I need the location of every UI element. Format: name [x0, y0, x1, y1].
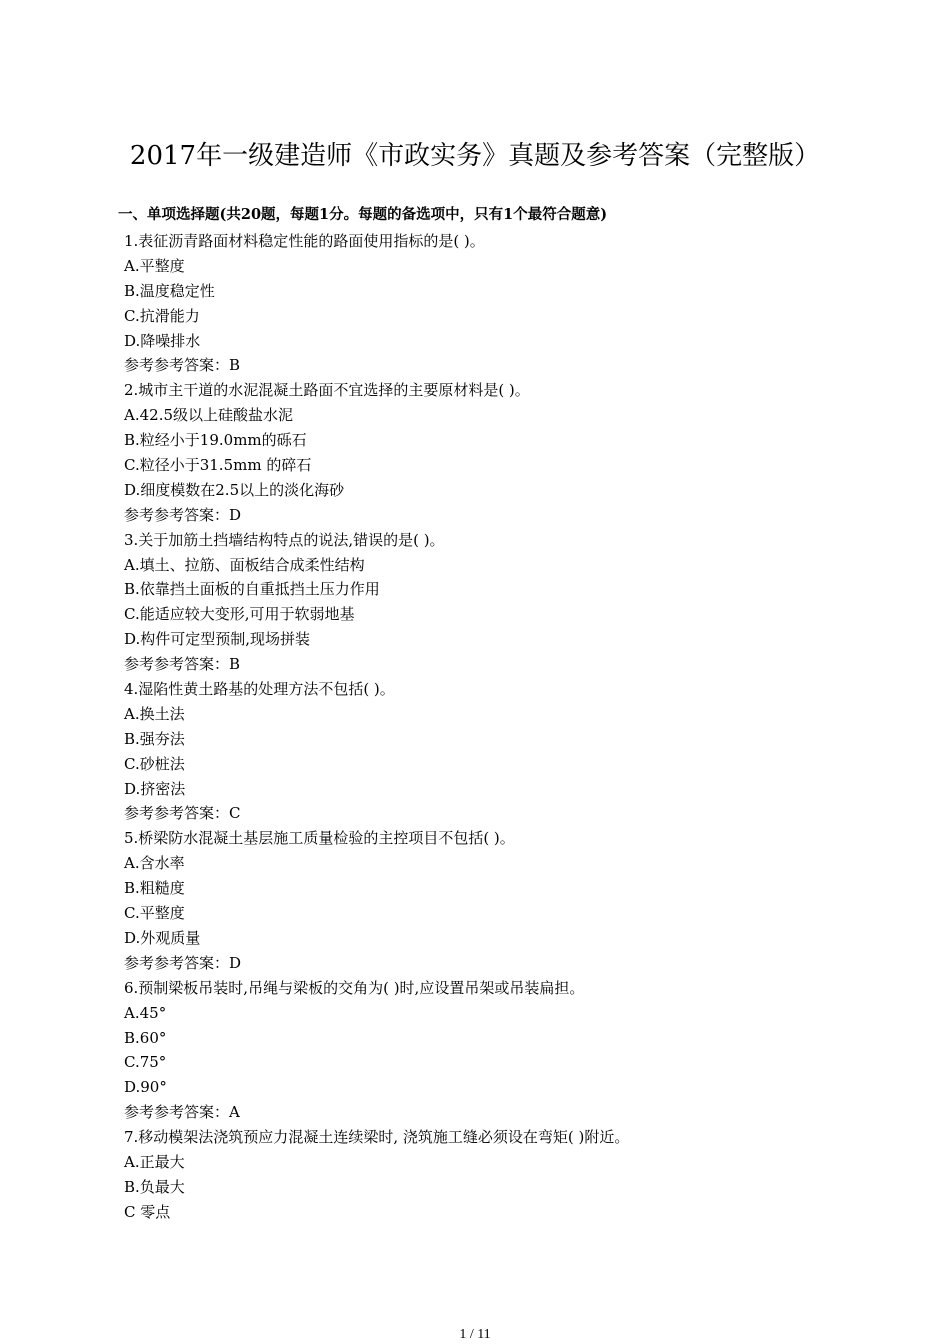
answer: 参考参考答案：B	[124, 655, 241, 674]
option: A.45°	[124, 1003, 167, 1022]
option: A.42.5级以上硅酸盐水泥	[124, 406, 293, 425]
option: C 零点	[124, 1202, 171, 1221]
question-stem: 7.移动模架法浇筑预应力混凝土连续梁时, 浇筑施工缝必须设在弯矩( )附近。	[124, 1128, 630, 1147]
option: B.温度稳定性	[124, 281, 215, 300]
option: A.正最大	[124, 1152, 185, 1171]
question-stem: 6.预制梁板吊装时,吊绳与梁板的交角为( )时,应设置吊架或吊装扁担。	[124, 978, 585, 997]
option: D.构件可定型预制,现场拼装	[124, 630, 311, 649]
option: A.含水率	[124, 854, 185, 873]
option: D.挤密法	[124, 779, 186, 798]
option: A.平整度	[124, 256, 185, 275]
question-stem: 1.表征沥青路面材料稳定性能的路面使用指标的是( )。	[124, 232, 485, 250]
option: B.60°	[124, 1028, 167, 1047]
option: C.抗滑能力	[124, 306, 200, 325]
option: B.依靠挡土面板的自重抵挡土压力作用	[124, 580, 380, 599]
answer: 参考参考答案：D	[124, 953, 242, 972]
option: D.细度模数在2.5以上的淡化海砂	[124, 480, 345, 499]
option: D.外观质量	[124, 928, 201, 947]
question-stem: 5.桥梁防水混凝土基层施工质量检验的主控项目不包括( )。	[124, 829, 515, 848]
option: B.粗糙度	[124, 879, 185, 898]
answer: 参考参考答案：C	[124, 804, 241, 823]
question-list	[124, 229, 904, 1225]
question-stem: 2.城市主干道的水泥混凝土路面不宜选择的主要原材料是( )。	[124, 381, 530, 400]
option: A.换土法	[124, 704, 185, 723]
option: B.粒经小于19.0mm的砾石	[124, 431, 307, 450]
option: A.填土、拉筋、面板结合成柔性结构	[124, 555, 365, 574]
document-title: 2017年一级建造师《市政实务》真题及参考答案（完整版）	[129, 141, 821, 171]
question-stem: 3.关于加筋土挡墙结构特点的说法,错误的是( )。	[124, 530, 445, 549]
section-heading: 一、单项选择题(共20题，每题1分。每题的备选项中，只有1个最符合题意)	[118, 206, 608, 223]
question-stem: 4.湿陷性黄土路基的处理方法不包括( )。	[124, 680, 395, 699]
answer: 参考参考答案：B	[124, 356, 241, 375]
option: C.平整度	[124, 904, 185, 923]
option: C.75°	[124, 1053, 167, 1072]
answer: 参考参考答案：D	[124, 505, 242, 524]
option: C.砂桩法	[124, 754, 185, 773]
page-number: 1 / 11	[459, 1327, 491, 1342]
option: B.负最大	[124, 1177, 185, 1196]
answer: 参考参考答案：A	[124, 1103, 240, 1122]
option: D.降噪排水	[124, 331, 201, 350]
option: B.强夯法	[124, 729, 185, 748]
option: D.90°	[124, 1078, 167, 1097]
option: C.粒径小于31.5mm 的碎石	[124, 456, 312, 475]
option: C.能适应较大变形,可用于软弱地基	[124, 605, 355, 624]
